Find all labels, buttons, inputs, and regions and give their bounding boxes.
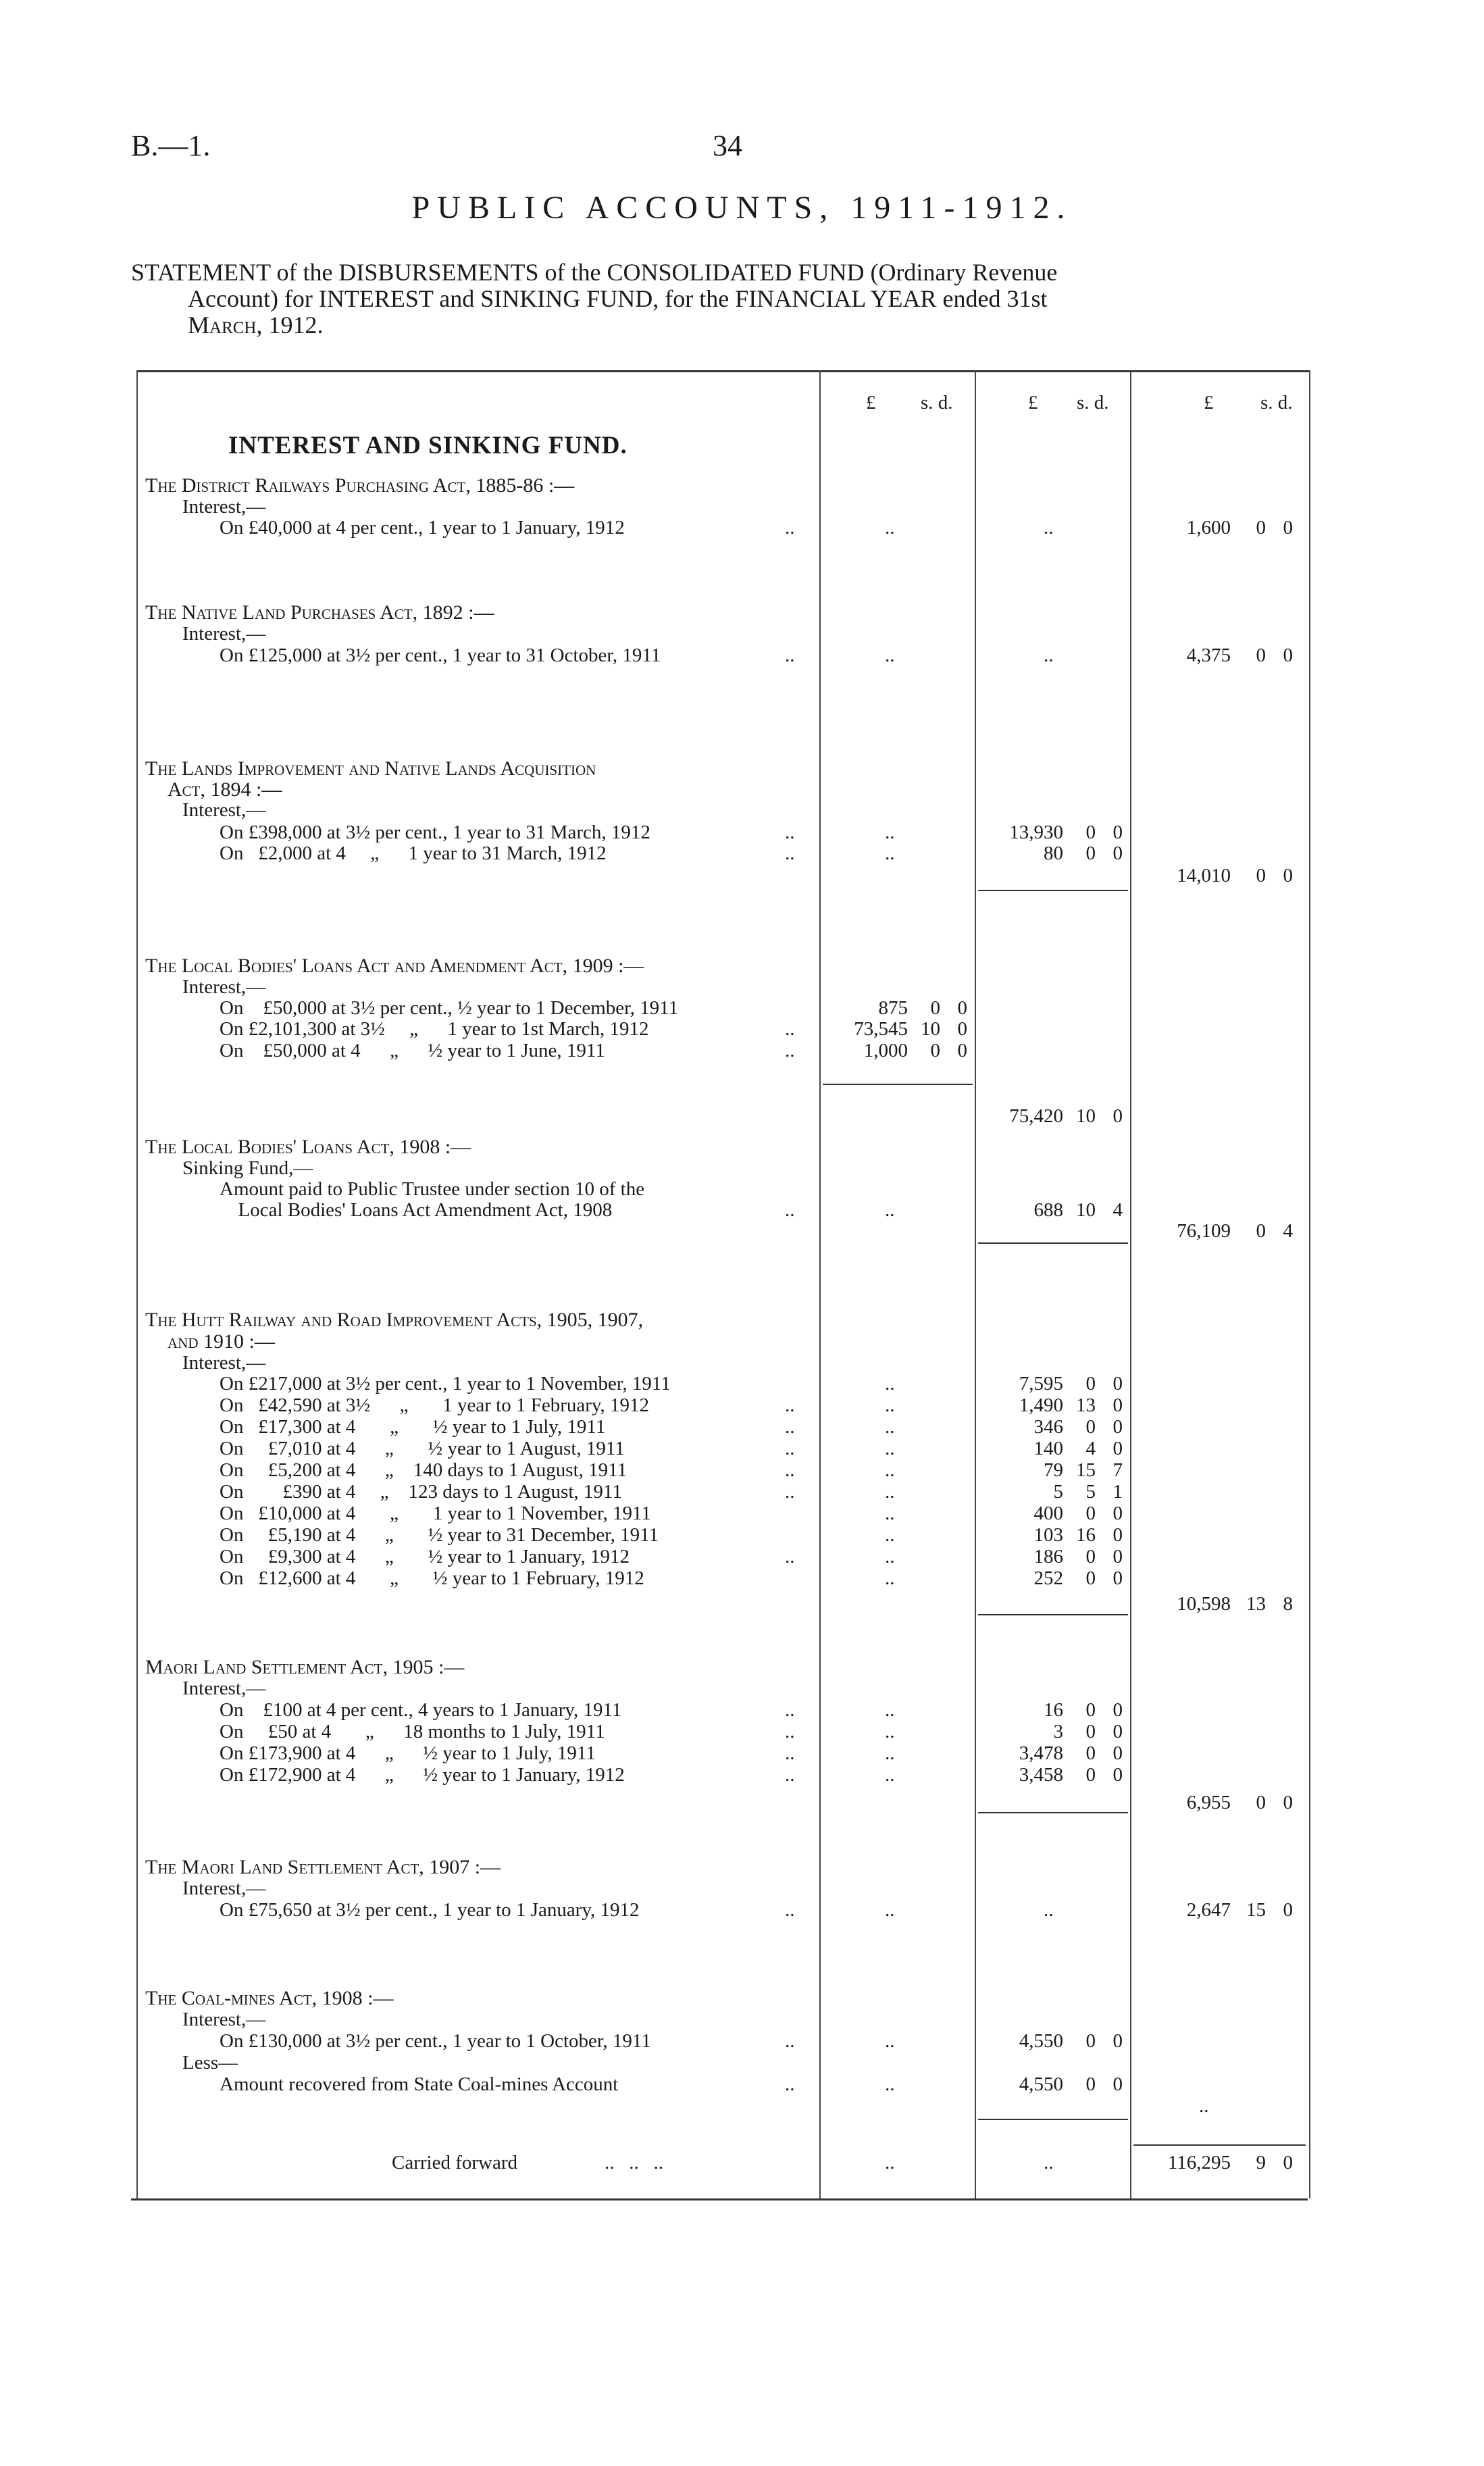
row-description: On £9,300 at 4 „ ½ year to 1 January, 1912	[220, 1546, 630, 1567]
c1-empty-dots: ..	[885, 1199, 895, 1221]
act-heading: The District Railways Purchasing Act, 1885-86 :—	[145, 474, 575, 497]
table-bottom-rule	[131, 2198, 1308, 2200]
table-top-rule	[136, 370, 1310, 372]
c3-shillings: 0	[1256, 1220, 1266, 1242]
c2-pounds: 75,420	[1009, 1105, 1063, 1127]
c1-empty-dots: ..	[885, 1742, 895, 1764]
row-description: Interest,—	[182, 976, 266, 998]
c2-pence: 0	[1112, 1742, 1123, 1764]
c2-pounds: 4,550	[1019, 2030, 1063, 2052]
statement-line-2: Account) for INTEREST and SINKING FUND, for the FINANCIAL YEAR ended 31st	[188, 285, 1048, 312]
act-heading: The Native Land Purchases Act, 1892 :—	[145, 601, 494, 624]
c2-pence: 0	[1112, 1438, 1123, 1459]
row-description: On £40,000 at 4 per cent., 1 year to 1 January, 1912	[220, 517, 625, 538]
column-divider-3	[1130, 370, 1131, 2198]
dot-leader: ..	[785, 1481, 795, 1503]
c2-pence: 0	[1112, 1524, 1123, 1546]
row-description: Interest,—	[182, 1878, 266, 1899]
act-heading: The Local Bodies' Loans Act and Amendment Act, 1909 :—	[145, 955, 644, 977]
dot-leader: ..	[785, 842, 795, 864]
c2-pounds: 16	[1044, 1699, 1063, 1721]
column-divider-1	[819, 370, 821, 2198]
c2-shillings: 0	[1085, 2073, 1096, 2095]
dot-leader: ..	[785, 822, 795, 843]
c2-shillings: 0	[1085, 1416, 1096, 1438]
subtotal-rule	[978, 1812, 1128, 1813]
c1-shillings: 10	[921, 1018, 940, 1040]
c1-empty-dots: ..	[885, 1459, 895, 1481]
c2-shillings: 0	[1085, 1373, 1096, 1394]
c1-empty-dots: ..	[885, 822, 895, 843]
row-description: On £10,000 at 4 „ 1 year to 1 November, 1911	[220, 1503, 651, 1524]
statement-heading	[131, 259, 1320, 338]
c1-empty-dots: ..	[885, 517, 895, 538]
row-description: On £2,101,300 at 3½ „ 1 year to 1st March, 1912	[220, 1018, 649, 1040]
row-description: On £50 at 4 „ 18 months to 1 July, 1911	[220, 1721, 605, 1742]
c2-pence: 0	[1112, 1699, 1123, 1721]
row-description: Local Bodies' Loans Act Amendment Act, 1908	[238, 1199, 613, 1221]
carried-forward-leader: .. .. ..	[605, 2152, 663, 2173]
c1-empty-dots: ..	[885, 645, 895, 666]
carried-forward-shillings: 9	[1256, 2152, 1266, 2173]
subtotal-rule	[978, 1614, 1128, 1615]
col1-pound-header: £	[866, 392, 876, 413]
c1-empty-dots: ..	[885, 1546, 895, 1567]
act-heading: Act, 1894 :—	[168, 778, 282, 801]
c1-shillings: 0	[930, 1040, 940, 1061]
row-description: On £75,650 at 3½ per cent., 1 year to 1 January, 1912	[220, 1899, 640, 1921]
c2-shillings: 0	[1085, 1721, 1096, 1742]
col3-pound-header: £	[1204, 392, 1214, 413]
c2-shillings: 0	[1085, 1503, 1096, 1524]
c2-shillings: 0	[1085, 1699, 1096, 1721]
total-rule	[1133, 2144, 1306, 2146]
c2-pence: 0	[1112, 1416, 1123, 1438]
c2-pence: 7	[1112, 1459, 1123, 1481]
carried-forward-total: 116,295	[1167, 2152, 1231, 2173]
c2-pounds: 4,550	[1019, 2073, 1063, 2095]
c2-pounds: 1,490	[1019, 1394, 1063, 1416]
c2-shillings: 0	[1085, 842, 1096, 864]
dot-leader: ..	[785, 645, 795, 666]
act-heading: and 1910 :—	[168, 1330, 275, 1353]
dot-leader: ..	[785, 1546, 795, 1567]
c2-pounds: 5	[1053, 1481, 1063, 1503]
c1-empty-dots: ..	[885, 1899, 895, 1921]
c2-pence: 0	[1112, 2073, 1123, 2095]
document-reference: B.—1.	[131, 129, 211, 162]
carried-forward-col1-dots: ..	[885, 2152, 895, 2173]
dot-leader: ..	[785, 2030, 795, 2052]
c3-pence: 0	[1283, 517, 1293, 538]
c3-pence: 0	[1283, 865, 1293, 886]
row-description: On £50,000 at 4 „ ½ year to 1 June, 1911	[220, 1040, 605, 1061]
c3-pence: 0	[1283, 1899, 1293, 1921]
c1-empty-dots: ..	[885, 1699, 895, 1721]
c2-pounds: 346	[1033, 1416, 1063, 1438]
row-description: Less—	[182, 2052, 238, 2073]
c3-pounds: 4,375	[1186, 645, 1231, 666]
c2-pence: 0	[1112, 1546, 1123, 1567]
row-description: On £390 at 4 „ 123 days to 1 August, 1911	[220, 1481, 622, 1503]
c2-shillings: 0	[1085, 2030, 1096, 2052]
row-description: On £100 at 4 per cent., 4 years to 1 January, 1911	[220, 1699, 622, 1721]
c1-empty-dots: ..	[885, 1481, 895, 1503]
c2-pence: 0	[1112, 1567, 1123, 1589]
c3-empty-dots: ..	[1199, 2095, 1209, 2117]
c1-pence: 0	[957, 1040, 967, 1061]
c3-shillings: 0	[1256, 1792, 1266, 1813]
row-description: Interest,—	[182, 1678, 266, 1699]
dot-leader: ..	[785, 1459, 795, 1481]
row-description: On £50,000 at 3½ per cent., ½ year to 1 December, 1911	[220, 997, 679, 1019]
subtotal-rule	[823, 1084, 973, 1085]
c2-pounds: 688	[1033, 1199, 1063, 1221]
dot-leader: ..	[785, 1394, 795, 1416]
c1-empty-dots: ..	[885, 1764, 895, 1786]
c2-shillings: 0	[1085, 1567, 1096, 1589]
row-description: On £130,000 at 3½ per cent., 1 year to 1 October, 1911	[220, 2030, 651, 2052]
c3-pounds: 6,955	[1186, 1792, 1231, 1813]
row-description: Interest,—	[182, 2009, 266, 2030]
c1-empty-dots: ..	[885, 1503, 895, 1524]
c3-pounds: 1,600	[1186, 517, 1231, 538]
c2-pence: 0	[1112, 1373, 1123, 1394]
row-description: On £173,900 at 4 „ ½ year to 1 July, 1911	[220, 1742, 596, 1764]
page-number: 34	[713, 129, 742, 162]
c1-pounds: 875	[878, 997, 908, 1019]
c2-shillings: 0	[1085, 1764, 1096, 1786]
act-heading: The Coal-mines Act, 1908 :—	[145, 1987, 394, 2009]
col2-pound-header: £	[1028, 392, 1038, 413]
carried-forward-col2-dots: ..	[1044, 2152, 1054, 2173]
row-description: Amount paid to Public Trustee under section 10 of the	[220, 1178, 645, 1200]
row-description: On £17,300 at 4 „ ½ year to 1 July, 1911	[220, 1416, 606, 1438]
c3-pence: 4	[1283, 1220, 1293, 1242]
c2-pounds: 7,595	[1019, 1373, 1063, 1394]
row-description: On £12,600 at 4 „ ½ year to 1 February, 1912	[220, 1567, 644, 1589]
c2-pounds: 3,478	[1019, 1742, 1063, 1764]
row-description: On £5,200 at 4 „ 140 days to 1 August, 1911	[220, 1459, 628, 1481]
subtotal-rule	[978, 1242, 1128, 1244]
c2-pence: 0	[1112, 1721, 1123, 1742]
row-description: On £217,000 at 3½ per cent., 1 year to 1 November, 1911	[220, 1373, 671, 1394]
c2-shillings: 13	[1076, 1394, 1096, 1416]
act-heading: The Maori Land Settlement Act, 1907 :—	[145, 1856, 501, 1878]
carried-forward-label: Carried forward	[392, 2152, 517, 2173]
c3-pounds: 14,010	[1177, 865, 1231, 886]
col1-sd-header: s. d.	[921, 392, 953, 413]
c2-pence: 4	[1112, 1199, 1123, 1221]
col2-sd-header: s. d.	[1077, 392, 1109, 413]
dot-leader: ..	[785, 1438, 795, 1459]
c2-shillings: 10	[1076, 1199, 1096, 1221]
c1-pounds: 1,000	[863, 1040, 908, 1061]
section-heading: INTEREST AND SINKING FUND.	[228, 432, 628, 459]
c1-empty-dots: ..	[885, 1524, 895, 1546]
dot-leader: ..	[785, 1040, 795, 1061]
c1-empty-dots: ..	[885, 1373, 895, 1394]
c1-pence: 0	[957, 1018, 967, 1040]
c2-pence: 0	[1112, 2030, 1123, 2052]
c1-empty-dots: ..	[885, 1567, 895, 1589]
c2-pence: 0	[1112, 1105, 1123, 1127]
c3-pence: 0	[1283, 1792, 1293, 1813]
c2-pounds: 252	[1033, 1567, 1063, 1589]
c2-pounds: 103	[1033, 1524, 1063, 1546]
row-description: On £7,010 at 4 „ ½ year to 1 August, 1911	[220, 1438, 625, 1459]
c2-shillings: 16	[1076, 1524, 1096, 1546]
row-description: Sinking Fund,—	[182, 1157, 313, 1179]
c2-pounds: 3,458	[1019, 1764, 1063, 1786]
c2-pence: 0	[1112, 842, 1123, 864]
c2-empty-dots: ..	[1044, 517, 1054, 538]
c2-shillings: 5	[1085, 1481, 1096, 1503]
c2-pence: 0	[1112, 1503, 1123, 1524]
page-title: PUBLIC ACCOUNTS, 1911-1912.	[411, 190, 1073, 226]
table-right-rule	[1309, 370, 1310, 2198]
c2-pounds: 80	[1044, 842, 1063, 864]
row-description: Interest,—	[182, 1352, 266, 1374]
dot-leader: ..	[785, 1899, 795, 1921]
row-description: On £2,000 at 4 „ 1 year to 31 March, 1912	[220, 842, 607, 864]
c2-shillings: 0	[1085, 1546, 1096, 1567]
row-description: On £5,190 at 4 „ ½ year to 31 December, 1911	[220, 1524, 659, 1546]
row-description: On £125,000 at 3½ per cent., 1 year to 31 October, 1911	[220, 645, 661, 666]
c2-pounds: 3	[1053, 1721, 1063, 1742]
dot-leader: ..	[785, 517, 795, 538]
c2-empty-dots: ..	[1044, 645, 1054, 666]
table-left-rule	[136, 370, 138, 2198]
act-heading: The Local Bodies' Loans Act, 1908 :—	[145, 1136, 471, 1158]
c3-shillings: 0	[1256, 645, 1266, 666]
statement-line-3: March, 1912.	[188, 311, 324, 338]
dot-leader: ..	[785, 1699, 795, 1721]
dot-leader: ..	[785, 1199, 795, 1221]
row-description: Interest,—	[182, 496, 266, 518]
c2-pounds: 400	[1033, 1503, 1063, 1524]
c1-empty-dots: ..	[885, 1416, 895, 1438]
c2-pence: 0	[1112, 1764, 1123, 1786]
c3-pounds: 10,598	[1177, 1593, 1231, 1615]
subtotal-rule	[978, 2119, 1128, 2120]
c1-pence: 0	[957, 997, 967, 1019]
c2-pence: 1	[1112, 1481, 1123, 1503]
c3-shillings: 0	[1256, 865, 1266, 886]
row-description: Interest,—	[182, 623, 266, 645]
subtotal-rule	[978, 890, 1128, 891]
c2-shillings: 10	[1076, 1105, 1096, 1127]
c3-shillings: 13	[1246, 1593, 1266, 1615]
dot-leader: ..	[785, 1764, 795, 1786]
row-description: On £42,590 at 3½ „ 1 year to 1 February, 1912	[220, 1394, 650, 1416]
dot-leader: ..	[785, 1018, 795, 1040]
row-description: On £172,900 at 4 „ ½ year to 1 January, 1912	[220, 1764, 625, 1786]
c3-shillings: 0	[1256, 517, 1266, 538]
row-description: Amount recovered from State Coal-mines Account	[220, 2073, 619, 2095]
act-heading: Maori Land Settlement Act, 1905 :—	[145, 1656, 465, 1678]
c1-empty-dots: ..	[885, 1438, 895, 1459]
c2-pounds: 13,930	[1009, 822, 1063, 843]
c3-pence: 8	[1283, 1593, 1293, 1615]
dot-leader: ..	[785, 2073, 795, 2095]
c1-empty-dots: ..	[885, 2030, 895, 2052]
c2-pounds: 186	[1033, 1546, 1063, 1567]
c1-empty-dots: ..	[885, 2073, 895, 2095]
row-description: Interest,—	[182, 799, 266, 821]
dot-leader: ..	[785, 1416, 795, 1438]
c2-shillings: 4	[1085, 1438, 1096, 1459]
c1-empty-dots: ..	[885, 842, 895, 864]
act-heading: The Lands Improvement and Native Lands Acquisition	[145, 757, 596, 780]
statement-line-1: STATEMENT of the DISBURSEMENTS of the CONSOLIDATED FUND (Ordinary Revenue	[131, 259, 1058, 286]
row-description: On £398,000 at 3½ per cent., 1 year to 31 March, 1912	[220, 822, 650, 843]
act-heading: The Hutt Railway and Road Improvement Acts, 1905, 1907,	[145, 1309, 644, 1331]
col3-sd-header: s. d.	[1260, 392, 1293, 413]
c3-pounds: 76,109	[1177, 1220, 1231, 1242]
carried-forward-pence: 0	[1283, 2152, 1293, 2173]
c2-pence: 0	[1112, 822, 1123, 843]
c2-shillings: 0	[1085, 1742, 1096, 1764]
c2-pounds: 140	[1033, 1438, 1063, 1459]
column-divider-2	[975, 370, 976, 2198]
c2-shillings: 15	[1076, 1459, 1096, 1481]
c2-shillings: 0	[1085, 822, 1096, 843]
c3-shillings: 15	[1246, 1899, 1266, 1921]
dot-leader: ..	[785, 1742, 795, 1764]
c3-pence: 0	[1283, 645, 1293, 666]
c2-empty-dots: ..	[1044, 1899, 1054, 1921]
c1-pounds: 73,545	[854, 1018, 908, 1040]
c2-pence: 0	[1112, 1394, 1123, 1416]
c2-pounds: 79	[1044, 1459, 1063, 1481]
c1-empty-dots: ..	[885, 1394, 895, 1416]
c3-pounds: 2,647	[1186, 1899, 1231, 1921]
dot-leader: ..	[785, 1721, 795, 1742]
c1-shillings: 0	[930, 997, 940, 1019]
c1-empty-dots: ..	[885, 1721, 895, 1742]
